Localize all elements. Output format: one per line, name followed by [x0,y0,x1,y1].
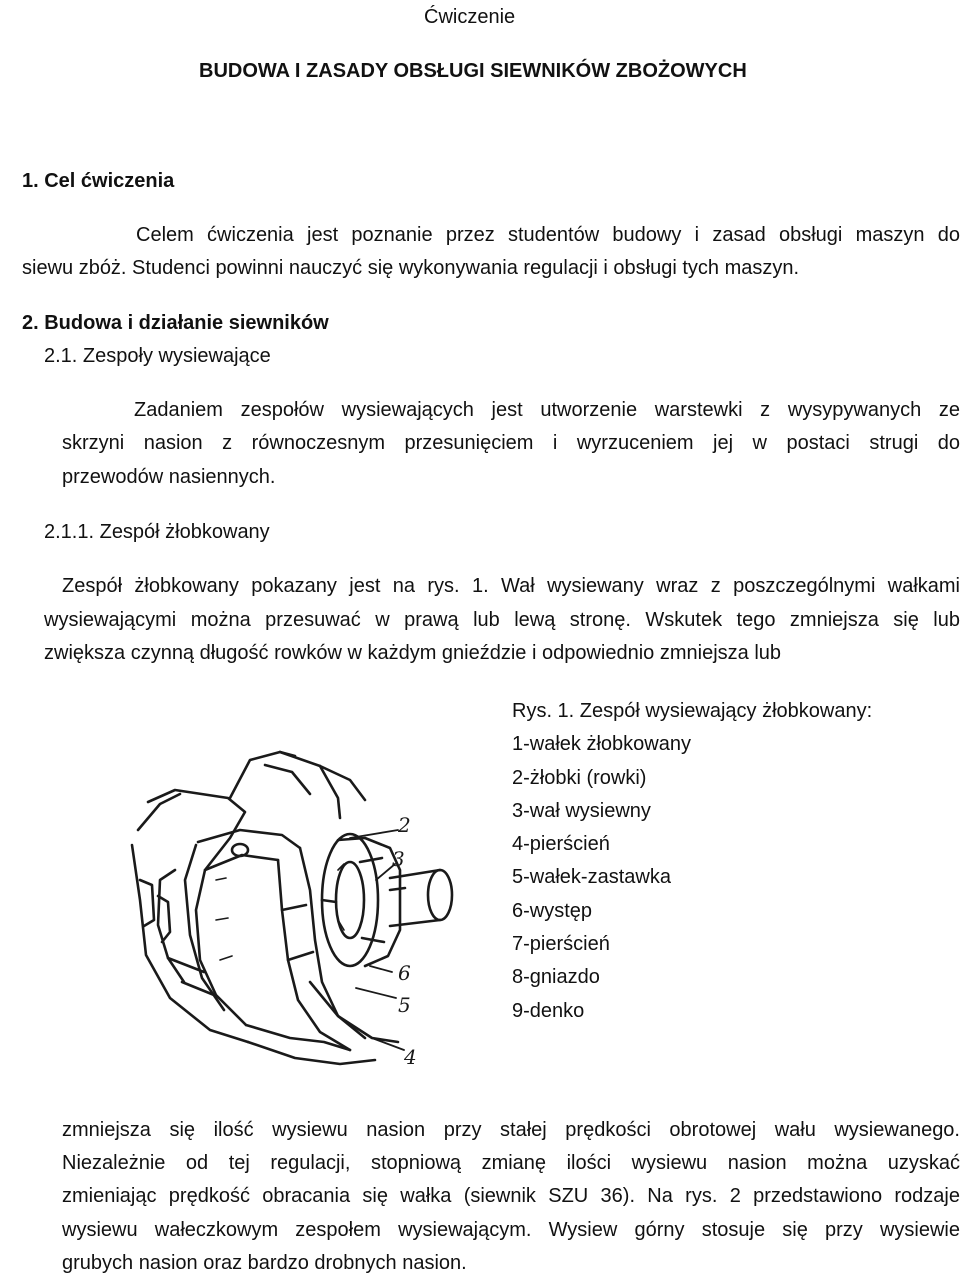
legend-item: 3-wał wysiewny [512,799,651,822]
legend-item: 1-wałek żłobkowany [512,733,691,756]
page-title: BUDOWA I ZASADY OBSŁUGI SIEWNIKÓW ZBOŻOWYCH [199,60,747,82]
legend-item: 7-pierścień [512,933,610,956]
subsection-2-1-1-heading: 2.1.1. Zespół żłobkowany [44,521,270,543]
bottom-para-line-2: Niezależnie od tej regulacji, stopniową zmianę ilości wysiewu nasion można uzyskać [62,1152,960,1174]
bottom-para-line-4: wysiewu wałeczkowym zespołem wysiewającym. Wysiew górny stosuje się przy wysiewie [62,1219,960,1241]
figure-caption: Rys. 1. Zespół wysiewający żłobkowany: [512,700,873,722]
section-2-1-1-para-line-2: wysiewającymi można przesuwać w prawą lub lewą stronę. Wskutek tego zmniejsza się lub [44,609,960,631]
bottom-para-line-1: zmniejsza się ilość wysiewu nasion przy stałej prędkości obrotowej wału wysiewanego. [62,1119,960,1141]
callout-5: 5 [398,993,411,1017]
section-2-heading: 2. Budowa i działanie siewników [22,312,329,334]
section-1-para-line-1: Celem ćwiczenia jest poznanie przez studentów budowy i zasad obsługi maszyn do [136,224,960,246]
callout-2: 2 [398,813,411,837]
subsection-2-1-heading: 2.1. Zespoły wysiewające [44,345,271,367]
section-1-para-line-2: siewu zbóż. Studenci powinni nauczyć się wykonywania regulacji i obsługi tych maszyn. [22,257,800,279]
section-2-para-line-1: Zadaniem zespołów wysiewających jest utworzenie warstewki z wysypywanych ze [134,399,960,421]
seeding-unit-drawing [20,720,490,1110]
legend-item: 6-występ [512,899,593,922]
legend-item: 5-wałek-zastawka [512,866,671,889]
legend-item: 2-żłobki (rowki) [512,766,647,789]
callout-3: 3 [392,847,405,871]
section-2-para-line-3: przewodów nasiennych. [62,466,276,488]
bottom-para-line-5: grubych nasion oraz bardzo drobnych nasion. [62,1252,467,1274]
section-2-para-line-2: skrzyni nasion z równoczesnym przesunięciem i wyrzuceniem jej w postaci strugi do [62,432,960,454]
callout-4: 4 [404,1045,417,1069]
section-2-1-1-para-line-1: Zespół żłobkowany pokazany jest na rys. 1. Wał wysiewany wraz z poszczególnymi wałkami [62,575,960,597]
exercise-label: Ćwiczenie [424,6,516,28]
figure-legend [512,695,872,1028]
legend-item: 9-denko [512,999,585,1022]
legend-item: 4-pierścień [512,833,610,856]
bottom-para-line-3: zmieniając prędkość obracania się wałka (siewnik SZU 36). Na rys. 2 przedstawiono rodzaje [62,1185,960,1207]
section-1-heading: 1. Cel ćwiczenia [22,170,175,192]
callout-6: 6 [398,961,411,985]
legend-item: 8-gniazdo [512,966,600,989]
section-2-1-1-para-line-3: zwiększa czynną długość rowków w każdym gnieździe i odpowiednio zmniejsza lub [44,642,782,664]
